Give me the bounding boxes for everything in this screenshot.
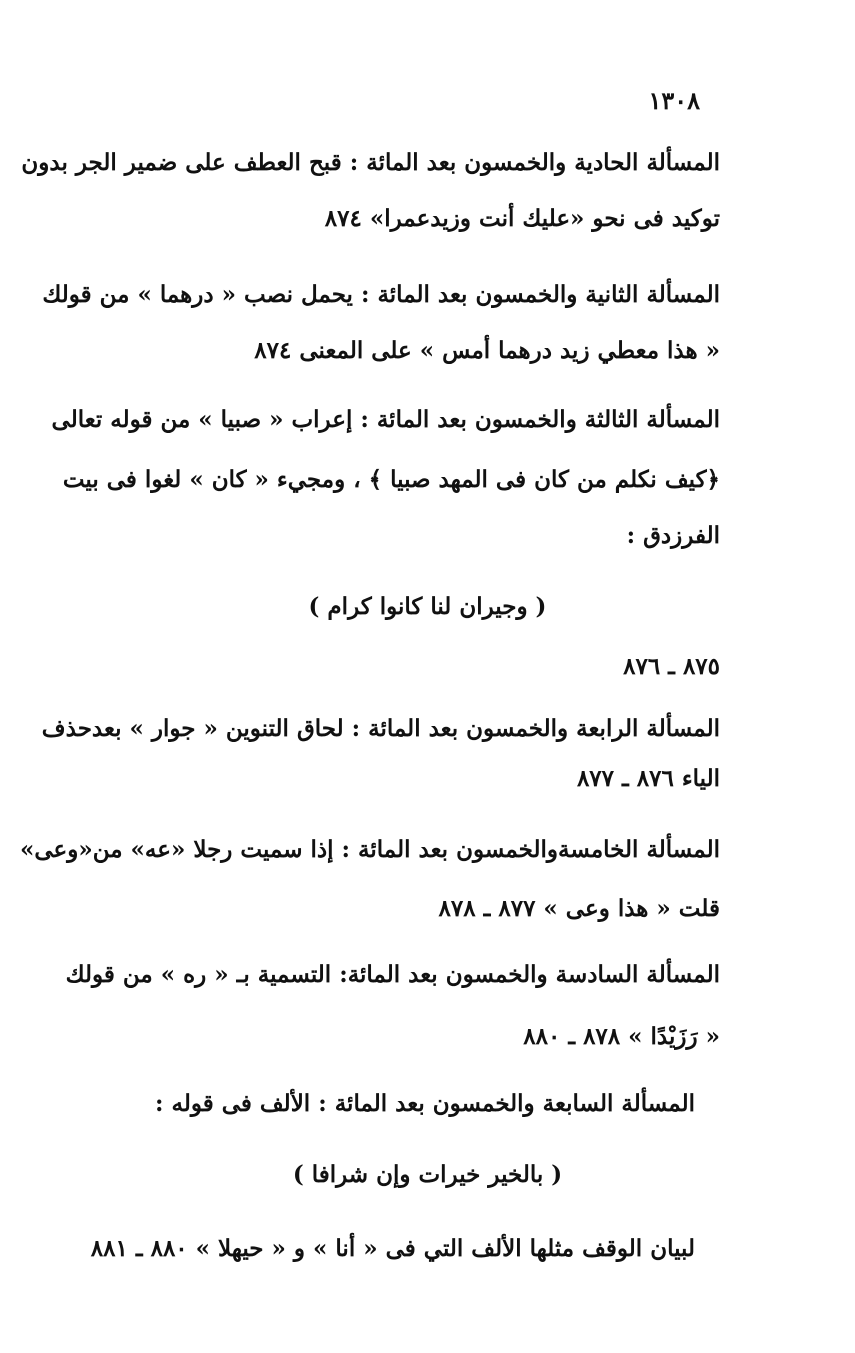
entry-157-continuation: لبيان الوقف مثلها الألف التي فى « أنا » و « حيهلا » ٨٨٠ ـ ٨٨١ <box>90 1235 695 1262</box>
entry-157-line-1: المسألة السابعة والخمسون بعد المائة : الألف فى قوله : <box>154 1090 695 1117</box>
page-number: ١٣٠٨ <box>648 86 700 115</box>
entry-151-line-2: توكيد فى نحو «عليك أنت وزيدعمرا» ٨٧٤ <box>324 205 720 232</box>
entry-153-line-3: الفرزدق : <box>626 522 720 549</box>
entry-152-line-2: « هذا معطي زيد درهما أمس » على المعنى ٨٧٤ <box>254 337 720 364</box>
entry-157-verse: ( بالخير خيرات وإن شرافا ) <box>292 1161 563 1188</box>
entry-153-line-1: المسألة الثالثة والخمسون بعد المائة : إعراب « صبيا » من قوله تعالى <box>51 406 720 433</box>
entry-153-line-2: ﴿كيف نكلم من كان فى المهد صبيا ﴾ ، ومجيء « كان » لغوا فى بيت <box>62 466 720 493</box>
entry-156-line-1: المسألة السادسة والخمسون بعد المائة: التسمية بـ « ره » من قولك <box>65 961 720 988</box>
entry-155-line-1: المسألة الخامسةوالخمسون بعد المائة : إذا سميت رجلا «عه» من«وعى» <box>19 836 720 863</box>
entry-151-line-1: المسألة الحادية والخمسون بعد المائة : قبح العطف على ضمير الجر بدون <box>21 149 720 176</box>
entry-155-line-2: قلت « هذا وعى » ٨٧٧ ـ ٨٧٨ <box>438 895 720 922</box>
entry-153-pages: ٨٧٥ ـ ٨٧٦ <box>623 653 720 680</box>
entry-156-line-2: « رَزَيْدًا » ٨٧٨ ـ ٨٨٠ <box>523 1023 720 1050</box>
entry-154-line-2: الياء ٨٧٦ ـ ٨٧٧ <box>576 765 720 792</box>
entry-152-line-1: المسألة الثانية والخمسون بعد المائة : يحمل نصب « درهما » من قولك <box>42 281 720 308</box>
entry-153-verse: ( وجيران لنا كانوا كرام ) <box>308 593 547 620</box>
entry-154-line-1: المسألة الرابعة والخمسون بعد المائة : لحاق التنوين « جوار » بعدحذف <box>41 715 720 742</box>
